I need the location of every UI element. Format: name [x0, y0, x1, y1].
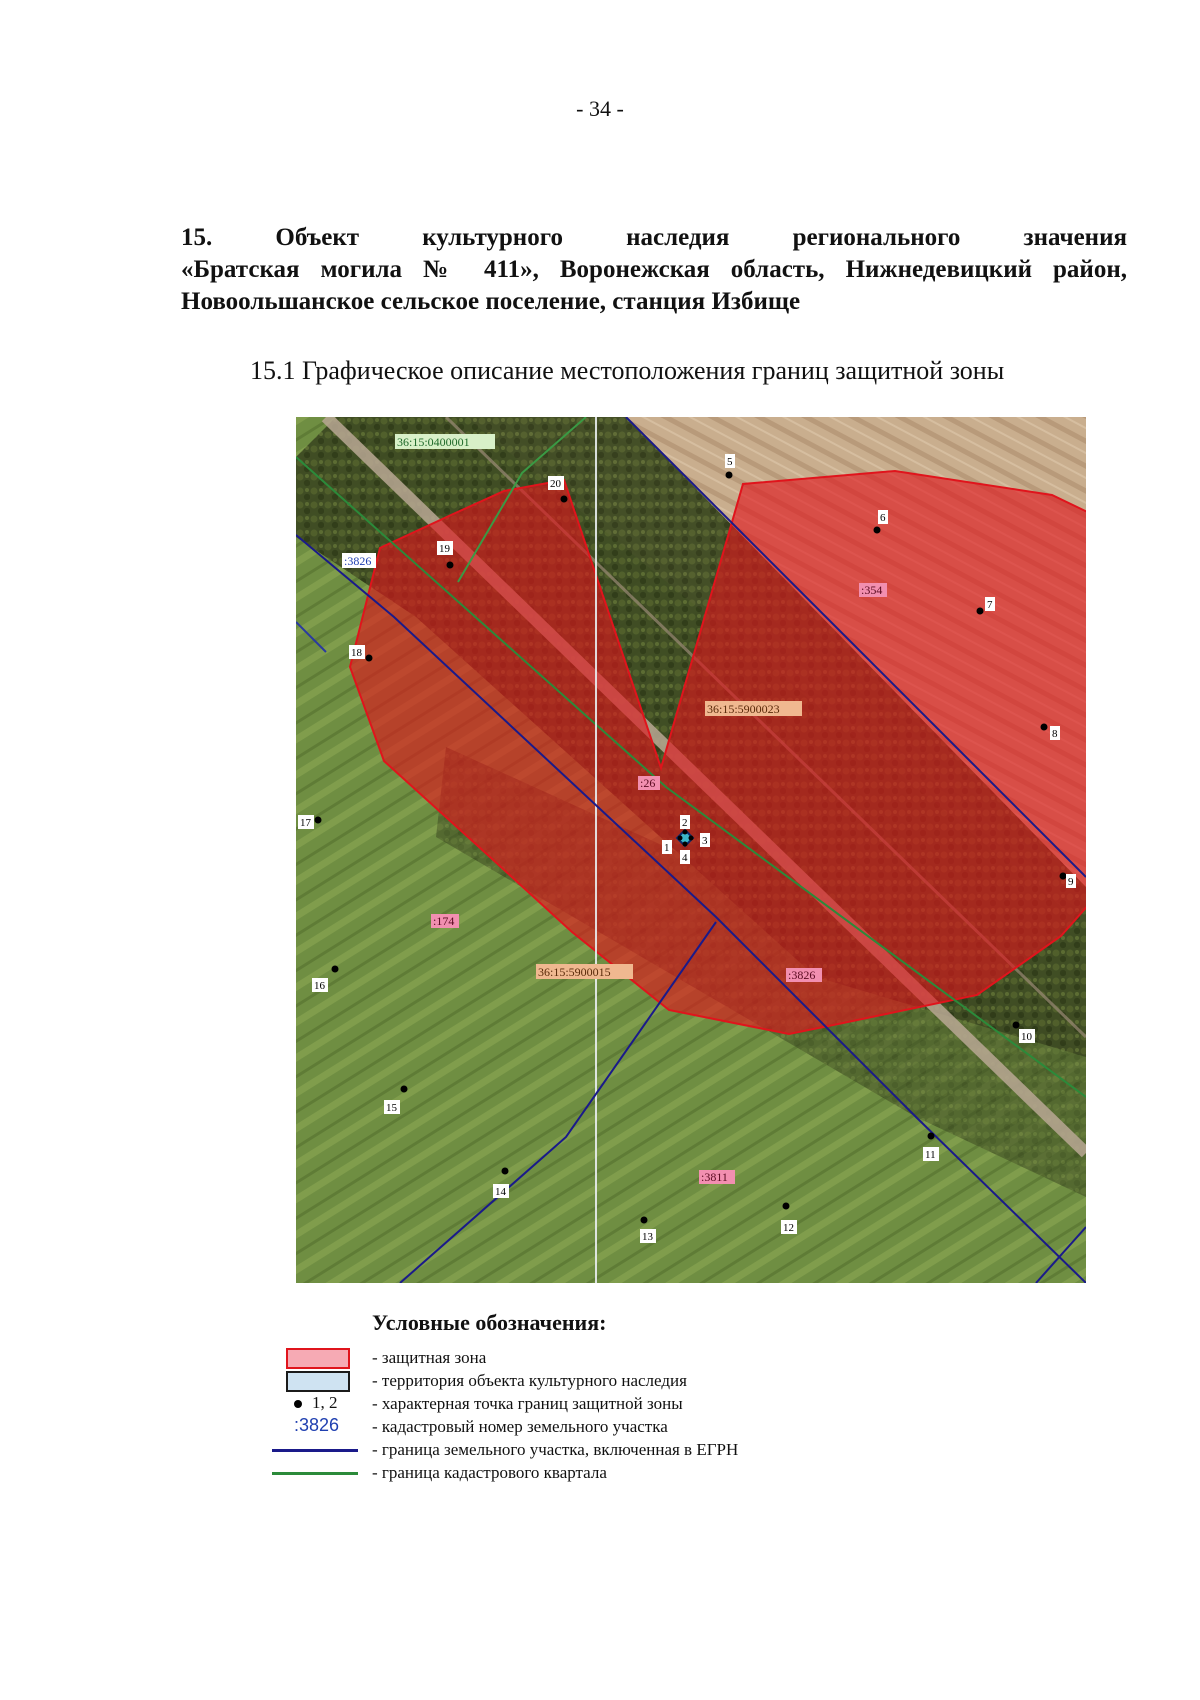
point-dot-icon: [294, 1400, 302, 1408]
legend-symbol-parcel-border: [272, 1438, 354, 1462]
legend-text-cadastral: - кадастровый номер земельного участка: [372, 1417, 668, 1436]
point-marker-20: [561, 496, 568, 503]
cadastral-label-354: :354: [861, 583, 883, 597]
legend-symbol-zone: [272, 1346, 354, 1370]
legend-title: Условные обозначения:: [372, 1310, 607, 1335]
point-label-14: 14: [495, 1186, 506, 1198]
point-label-20: 20: [550, 478, 561, 490]
point-label-13: 13: [642, 1231, 653, 1243]
legend-symbol-cadastral: [272, 1415, 354, 1439]
legend-text-quarter-border: - граница кадастрового квартала: [372, 1463, 607, 1482]
heading-line-3: Новоольшанское сельское поселение, станция Избище: [181, 288, 801, 315]
legend-row-quarter-border: [260, 1461, 960, 1485]
legend-cadastral-sample: :3826: [294, 1415, 340, 1435]
heading-line-2: «Братская могила № 411», Воронежская область, Нижнедевицкий район,: [181, 256, 1127, 283]
point-label-17: 17: [300, 817, 311, 829]
point-marker-14: [502, 1168, 509, 1175]
legend-row-parcel-border: [260, 1438, 960, 1462]
legend-text-parcel-border: - граница земельного участка, включенная в ЕГРН: [372, 1440, 739, 1459]
subsection-heading: 15.1 Графическое описание местоположения границ защитной зоны: [250, 356, 1005, 385]
protection-zone-map: [296, 417, 1086, 1283]
cadastral-label-174: :174: [433, 914, 455, 928]
page-number: - 34 -: [576, 96, 624, 121]
point-label-18: 18: [351, 647, 362, 659]
point-marker-2: [683, 830, 688, 835]
section-heading: [181, 222, 1127, 318]
point-label-19: 19: [439, 543, 450, 555]
legend-text-point: - характерная точка границ защитной зоны: [372, 1394, 683, 1413]
point-marker-11: [928, 1133, 935, 1140]
cadastral-label-3826-left: :3826: [344, 554, 372, 568]
legend-row-point: [260, 1392, 960, 1416]
legend-text-zone: - защитная зона: [372, 1348, 487, 1367]
legend-row-cadastral: [260, 1415, 960, 1439]
point-marker-9: [1060, 873, 1067, 880]
point-label-11: 11: [925, 1149, 936, 1161]
point-marker-6: [874, 527, 881, 534]
point-label-1: 1: [664, 842, 670, 854]
legend-symbol-territory: [272, 1369, 354, 1393]
legend-symbol-quarter-border: [272, 1461, 354, 1485]
zone-swatch: [286, 1348, 350, 1369]
point-marker-8: [1041, 724, 1048, 731]
point-marker-15: [401, 1086, 408, 1093]
point-label-4: 4: [682, 852, 688, 864]
point-marker-7: [977, 608, 984, 615]
point-marker-12: [783, 1203, 790, 1210]
point-label-16: 16: [314, 980, 325, 992]
cadastral-label-5900023: 36:15:5900023: [707, 702, 780, 716]
point-marker-10: [1013, 1022, 1020, 1029]
point-label-5: 5: [727, 456, 733, 468]
point-label-10: 10: [1021, 1031, 1032, 1043]
heading-line-1: 15. Объект культурного наследия регионального значения: [181, 224, 1127, 251]
point-marker-1: [678, 836, 683, 841]
point-label-15: 15: [386, 1102, 397, 1114]
point-label-3: 3: [702, 835, 708, 847]
point-marker-13: [641, 1217, 648, 1224]
cadastral-label-3826-right: :3826: [788, 968, 816, 982]
point-marker-3: [689, 836, 694, 841]
legend-row-zone: [260, 1346, 960, 1370]
point-label-7: 7: [987, 599, 993, 611]
quarter-border-line-swatch: [272, 1472, 358, 1475]
point-label-8: 8: [1052, 728, 1058, 740]
point-label-2: 2: [682, 817, 688, 829]
point-label-6: 6: [880, 512, 886, 524]
point-marker-16: [332, 966, 339, 973]
point-marker-18: [366, 655, 373, 662]
legend-symbol-point: [272, 1392, 354, 1416]
cadastral-label-quarter: 36:15:0400001: [397, 435, 470, 449]
point-marker-4: [683, 842, 688, 847]
point-marker-5: [726, 472, 733, 479]
legend-text-territory: - территория объекта культурного наследия: [372, 1371, 687, 1390]
cadastral-label-3811: :3811: [701, 1170, 728, 1184]
cadastral-label-5900015: 36:15:5900015: [538, 965, 611, 979]
cadastral-label-26: :26: [640, 776, 656, 790]
parcel-border-line-swatch: [272, 1449, 358, 1452]
legend-point-sample: 1, 2: [312, 1393, 338, 1412]
legend-row-territory: [260, 1369, 960, 1393]
territory-swatch: [286, 1371, 350, 1392]
point-marker-19: [447, 562, 454, 569]
point-marker-17: [315, 817, 322, 824]
legend: [260, 1310, 960, 1480]
point-label-9: 9: [1068, 876, 1074, 888]
point-label-12: 12: [783, 1222, 794, 1234]
map-canvas: [296, 417, 1086, 1283]
